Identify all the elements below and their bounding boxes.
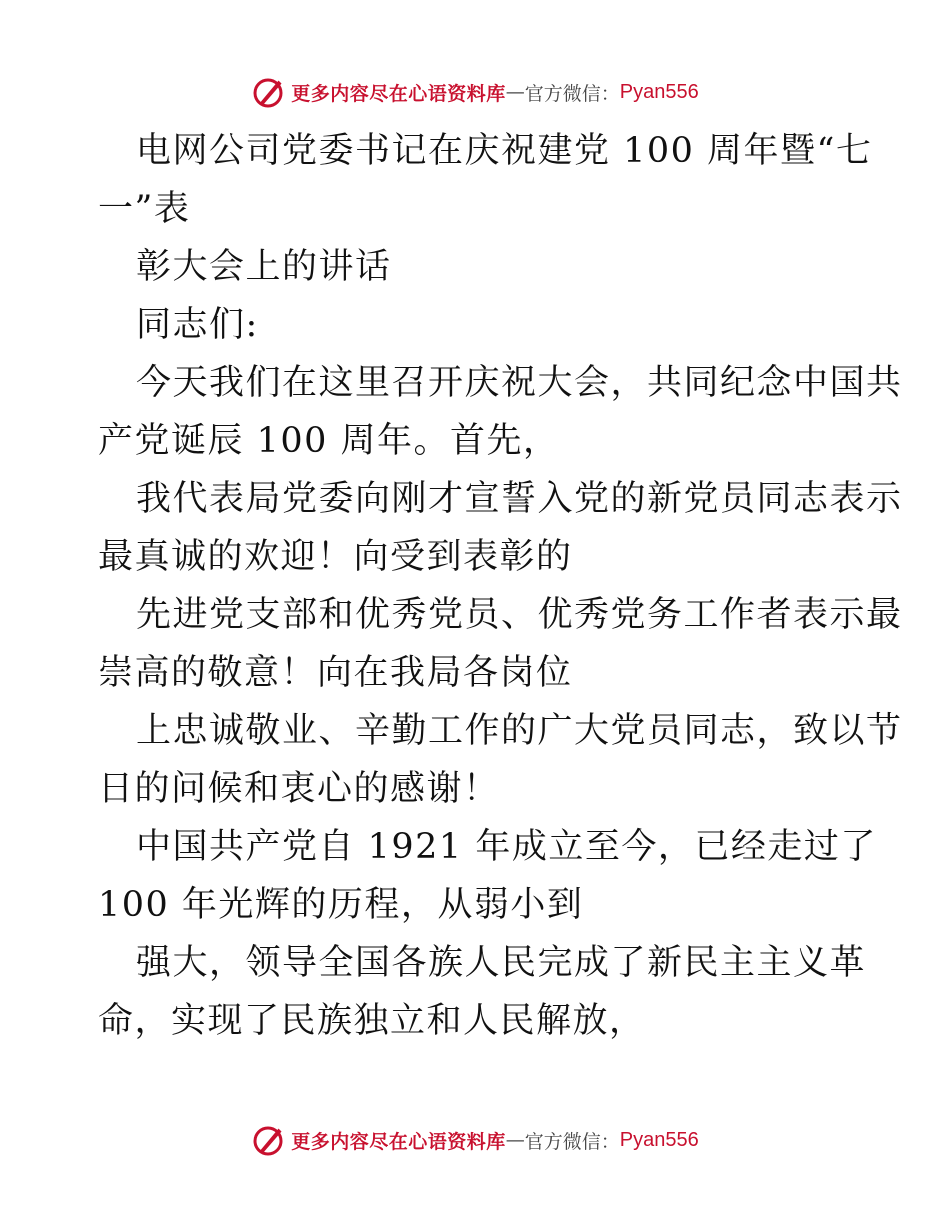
text-line: 我代表局党委向刚才宣誓入党的新党员同志表示 [136,479,903,519]
watermark-wechat-id: Pyan556 [619,80,699,103]
text-line: 崇高的敬意！向在我局各岗位 [98,653,573,693]
text-line: 同志们: [136,305,259,345]
watermark-site-text: 更多内容尽在心语资料库 [291,82,506,105]
text-line: 中国共产党自 1921 年成立至今，已经走过了 [136,827,877,867]
text-line: 上忠诚敬业、辛勤工作的广大党员同志，致以节 [136,711,903,751]
text-line: 日的问候和衷心的感谢！ [98,769,500,809]
text-line: 100 年光辉的历程，从弱小到 [98,885,584,925]
text-line: 先进党支部和优秀党员、优秀党务工作者表示最 [136,595,903,635]
text-line: 产党诞辰 100 周年。首先， [98,421,560,461]
text-line: 最真诚的欢迎！向受到表彰的 [98,537,573,577]
footer-watermark [0,1120,950,1160]
header-watermark [0,72,950,112]
text-line: 彰大会上的讲话 [136,247,392,287]
quill-logo-icon [251,74,287,110]
watermark-wechat-label: 官方微信： [524,82,620,105]
watermark-separator: — [505,81,525,103]
document-body [98,122,903,1050]
watermark-wechat-label: 官方微信： [524,1130,620,1153]
quill-logo-icon [251,1122,287,1158]
text-line: 命，实现了民族独立和人民解放， [98,1001,646,1041]
text-line: 强大，领导全国各族人民完成了新民主主义革 [136,943,867,983]
text-line: 一”表 [98,189,191,229]
text-line: 今天我们在这里召开庆祝大会，共同纪念中国共 [136,363,903,403]
watermark-wechat-id: Pyan556 [619,1128,699,1151]
text-line: 电网公司党委书记在庆祝建党 100 周年暨“七 [136,131,873,171]
watermark-site-text: 更多内容尽在心语资料库 [291,1130,506,1153]
watermark-separator: — [505,1129,525,1151]
